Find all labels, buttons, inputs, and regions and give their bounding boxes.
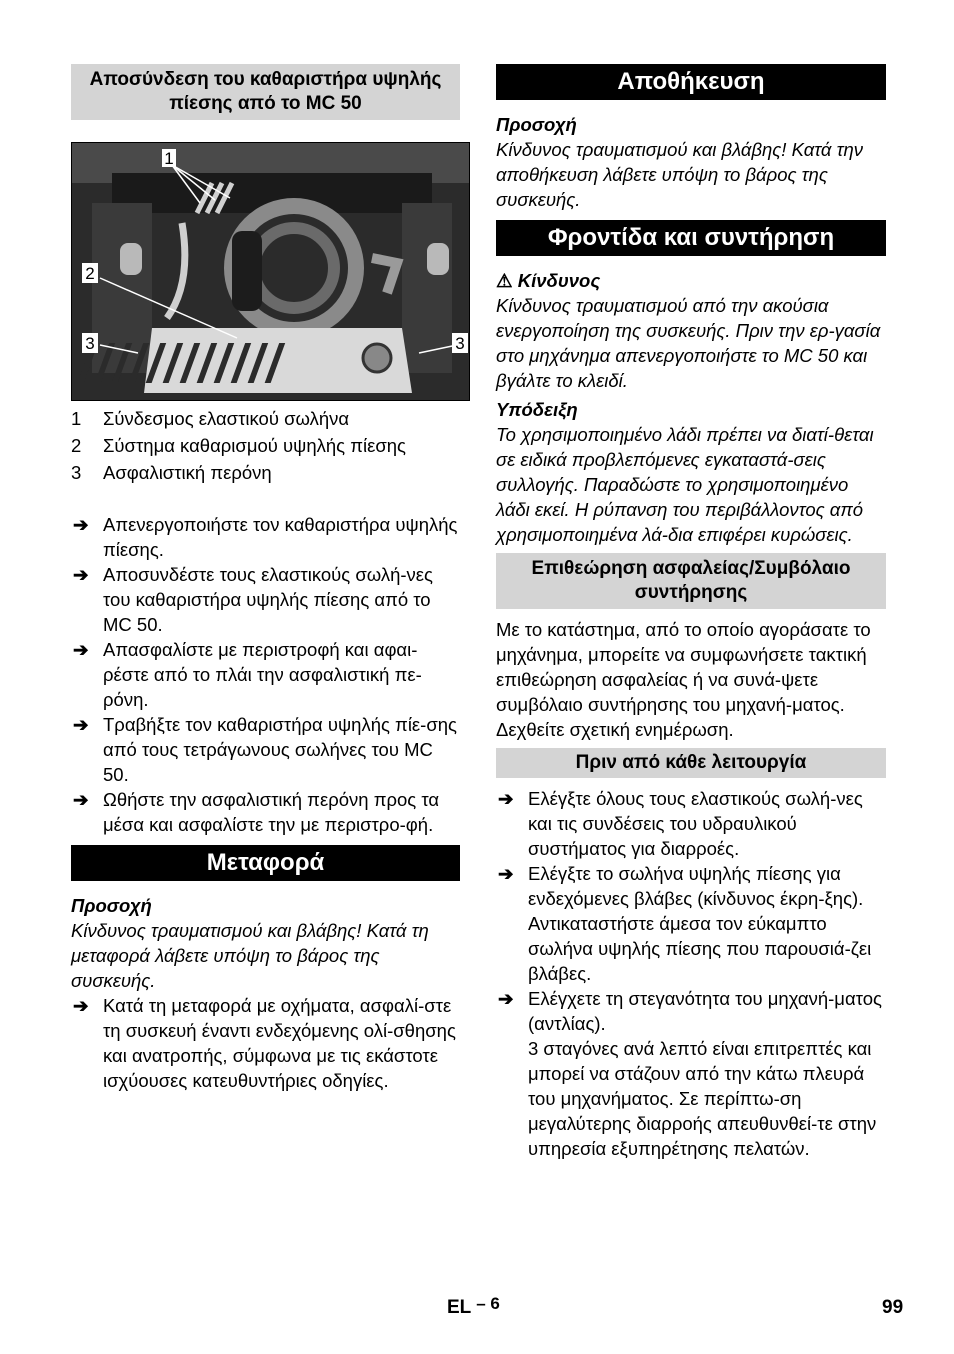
callout-1: 1 xyxy=(164,149,174,168)
disconnect-steps xyxy=(71,512,460,837)
machine-photo-illustration xyxy=(72,143,469,400)
step-item xyxy=(71,562,460,637)
figure-legend xyxy=(71,405,460,486)
step-item xyxy=(71,712,460,787)
footer-language xyxy=(447,1294,500,1319)
legend-text: Σύνδεσμος ελαστικού σωλήνα xyxy=(103,408,350,429)
legend-item xyxy=(71,432,460,459)
legend-number: 3 xyxy=(71,462,82,483)
left-column xyxy=(71,64,465,1093)
arrow-right-icon: ➔ xyxy=(73,514,89,535)
arrow-right-icon: ➔ xyxy=(498,988,514,1009)
step-text: Απενεργοποιήστε τον καθαριστήρα υψηλής πίεσης. xyxy=(103,514,458,560)
heading-inspection: Επιθεώρηση ασφαλείας/Συμβόλαιο συντήρησης xyxy=(496,553,886,609)
arrow-right-icon: ➔ xyxy=(73,714,89,735)
footer-subpage: – 6 xyxy=(476,1294,500,1313)
inspection-text: Με το κατάστημα, από το οποίο αγοράσατε το μηχάνημα, μπορείτε να συμφωνήσετε τακτική επιθεώρηση ασφαλείας ή να συνά-ψετε συμβόλαιο συντήρησης του μηχανή-ματος. Δεχθείτε σχετική ενημέρωση. xyxy=(496,619,871,740)
step-text: Ωθήστε την ασφαλιστική περόνη προς τα μέσα και ασφαλίστε την με περιστρο-φή. xyxy=(103,789,440,835)
step-item xyxy=(71,637,460,712)
arrow-right-icon: ➔ xyxy=(73,995,89,1016)
right-column xyxy=(496,64,886,1161)
callout-3-right: 3 xyxy=(455,334,465,353)
heading-storage: Αποθήκευση xyxy=(496,64,886,100)
legend-item xyxy=(71,405,460,432)
callout-2: 2 xyxy=(85,264,95,283)
page-number: 99 xyxy=(882,1297,904,1318)
heading-care: Φροντίδα και συντήρηση xyxy=(496,220,886,256)
danger-text: Κίνδυνος τραυματισμού από την ακούσια ενεργοποίηση της συσκευής. Πριν την ερ-γασία στο μηχάνημα απενεργοποιήστε το MC 50 και βγάλτε το κλειδί. xyxy=(496,295,881,391)
replace-text: Αντικαταστήστε άμεσα τον εύκαμπτο σωλήνα υψηλής πίεσης που παρουσιά-ζει βλάβες. xyxy=(528,913,872,984)
transport-caution-label: Προσοχή xyxy=(71,895,152,916)
legend-number: 2 xyxy=(71,435,82,456)
transport-step xyxy=(71,993,460,1093)
step-text: Ελέγχετε τη στεγανότητα του μηχανή-ματος (αντλίας). xyxy=(528,988,882,1034)
arrow-right-icon: ➔ xyxy=(73,639,89,660)
arrow-right-icon: ➔ xyxy=(73,789,89,810)
step-text: Κατά τη μεταφορά με οχήματα, ασφαλί-στε τη συσκευή έναντι ενδεχόμενης ολί-σθησης και ανατροπής, σύμφωνα με τις εκάστοτε ισχύουσες κατευθυντήριες οδηγίες. xyxy=(103,995,456,1091)
arrow-right-icon: ➔ xyxy=(498,788,514,809)
drops-text: 3 σταγόνες ανά λεπτό είναι επιτρεπτές και μπορεί να στάζουν από την κάτω πλευρά του μηχανήματος. Σε περίπτω-ση μεγαλύτερης διαρροής απευθυνθεί-τε στην υπηρεσία εξυπηρέτησης πελατών. xyxy=(528,1038,877,1159)
step-text: Αποσυνδέστε τους ελαστικούς σωλή-νες του καθαριστήρα υψηλής πίεσης από το MC 50. xyxy=(103,564,433,635)
step-text: Τραβήξτε τον καθαριστήρα υψηλής πίε-σης από τους τετράγωνους σωλήνες του MC 50. xyxy=(103,714,457,785)
transport-caution-text: Κίνδυνος τραυματισμού και βλάβης! Κατά τη μεταφορά λάβετε υπόψη το βάρος της συσκευής. xyxy=(71,920,429,991)
note-label: Υπόδειξη xyxy=(496,399,578,420)
danger-label-line xyxy=(496,268,886,293)
warning-triangle-icon: ⚠ xyxy=(496,270,513,291)
legend-item xyxy=(71,459,460,486)
heading-before-operation: Πριν από κάθε λειτουργία xyxy=(496,748,886,778)
arrow-right-icon: ➔ xyxy=(73,564,89,585)
storage-caution-label: Προσοχή xyxy=(496,114,577,135)
step-item xyxy=(496,786,886,861)
step-text: Απασφαλίστε με περιστροφή και αφαι-ρέστε από το πλάι την ασφαλιστική πε-ρόνη. xyxy=(103,639,422,710)
step-item xyxy=(71,512,460,562)
heading-disconnect: Αποσύνδεση του καθαριστήρα υψηλής πίεσης από το MC 50 xyxy=(71,64,460,120)
before-steps xyxy=(496,786,886,1161)
step-text: Ελέγξτε όλους τους ελαστικούς σωλή-νες και τις συνδέσεις του υδραυλικού συστήματος για διαρροές. xyxy=(528,788,863,859)
storage-caution-text: Κίνδυνος τραυματισμού και βλάβης! Κατά την αποθήκευση λάβετε υπόψη το βάρος της συσκευής. xyxy=(496,139,864,210)
note-text: Το χρησιμοποιημένο λάδι πρέπει να διατί-θεται σε ειδικά προβλεπόμενες εγκαταστά-σεις συλλογής. Παραδώστε το χρησιμοποιημένο λάδι εκεί. Η ρύπανση του περιβάλλοντος από χρησιμοποιημένα λά-δια επιφέρει κυρώσεις. xyxy=(496,424,874,545)
footer-lang: EL xyxy=(447,1297,471,1318)
step-item xyxy=(496,861,886,911)
step-text: Ελέγξτε το σωλήνα υψηλής πίεσης για ενδεχόμενες βλάβες (κίνδυνος έκρη-ξης). xyxy=(528,863,864,909)
step-item xyxy=(496,986,886,1036)
step-item xyxy=(71,787,460,837)
legend-text: Σύστημα καθαρισμού υψηλής πίεσης xyxy=(103,435,406,456)
legend-text: Ασφαλιστική περόνη xyxy=(103,462,272,483)
legend-number: 1 xyxy=(71,408,82,429)
figure-machine-photo xyxy=(71,142,470,401)
heading-transport: Μεταφορά xyxy=(71,845,460,881)
danger-label: Κίνδυνος xyxy=(517,270,601,291)
callout-3-left: 3 xyxy=(85,334,95,353)
arrow-right-icon: ➔ xyxy=(498,863,514,884)
